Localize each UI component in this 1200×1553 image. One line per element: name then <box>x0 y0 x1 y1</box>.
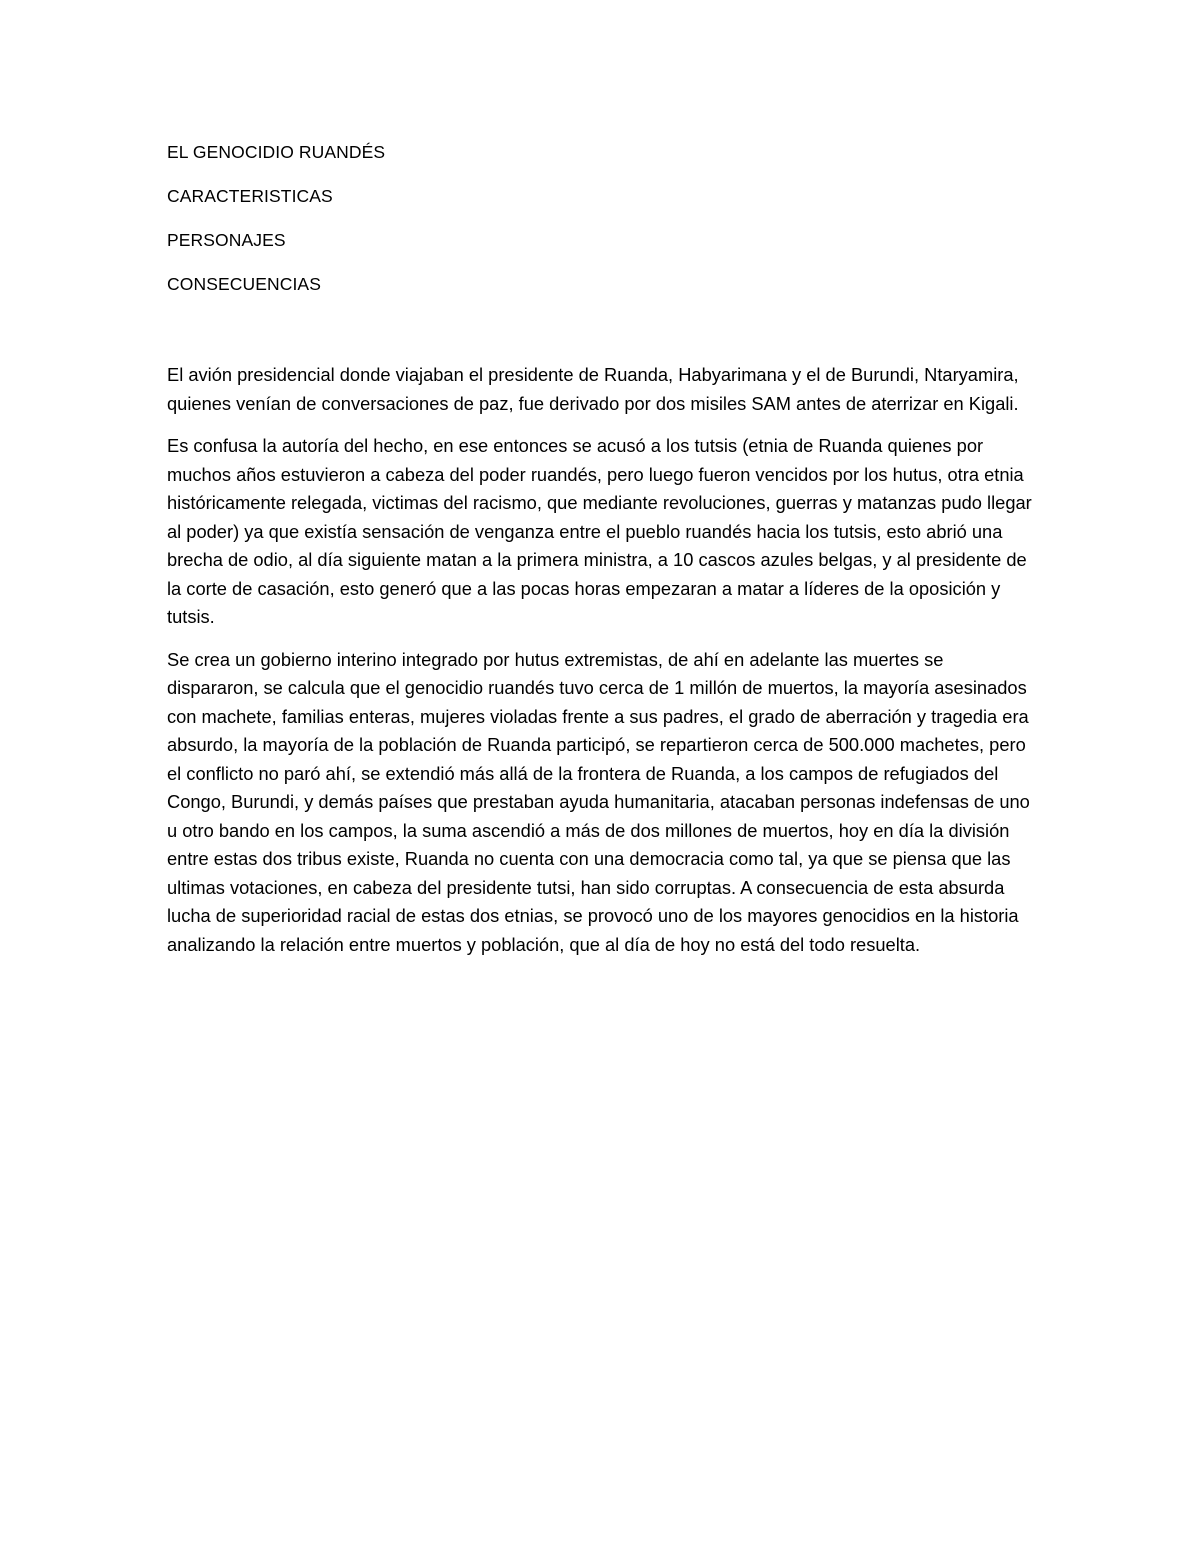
section-spacer <box>167 317 1035 361</box>
heading-consecuencias: CONSECUENCIAS <box>167 274 321 294</box>
paragraph-autoria: Es confusa la autoría del hecho, en ese entonces se acusó a los tutsis (etnia de Ruanda quienes por muchos años estuvieron a cabeza del poder ruandés, pero luego fueron vencidos por los hutus, otra etnia históricamente relegada, victimas del racismo, que mediante revoluciones, guerras y matanzas pudo llegar al poder) ya que existía sensación de venganza entre el pueblo ruandés hacia los tutsis, esto abrió una brecha de odio, al día siguiente matan a la primera ministra, a 10 cascos azules belgas, y al presidente de la corte de casación, esto generó que a las pocas horas empezaran a matar a líderes de la oposición y tutsis. <box>167 435 1032 627</box>
heading-caracteristicas: CARACTERISTICAS <box>167 186 333 206</box>
heading-personajes: PERSONAJES <box>167 230 286 250</box>
paragraph-avion: El avión presidencial donde viajaban el presidente de Ruanda, Habyarimana y el de Burundi, Ntaryamira, quienes venían de conversaciones de paz, fue derivado por dos misiles SAM antes de aterrizar en Kigali. <box>167 364 1019 414</box>
paragraph-gobierno-interino: Se crea un gobierno interino integrado por hutus extremistas, de ahí en adelante las muertes se dispararon, se calcula que el genocidio ruandés tuvo cerca de 1 millón de muertos, la mayoría asesinados con machete, familias enteras, mujeres violadas frente a sus padres, el grado de aberración y tragedia era absurdo, la mayoría de la población de Ruanda participó, se repartieron cerca de 500.000 machetes, pero el conflicto no paró ahí, se extendió más allá de la frontera de Ruanda, a los campos de refugiados del Congo, Burundi, y demás países que prestaban ayuda humanitaria, atacaban personas indefensas de uno u otro bando en los campos, la suma ascendió a más de dos millones de muertos, hoy en día la división entre estas dos tribus existe, Ruanda no cuenta con una democracia como tal, ya que se piensa que las ultimas votaciones, en cabeza del presidente tutsi, han sido corruptas. A consecuencia de esta absurda lucha de superioridad racial de estas dos etnias, se provocó uno de los mayores genocidios en la historia analizando la relación entre muertos y población, que al día de hoy no está del todo resuelta. <box>167 648 1030 955</box>
document-title: EL GENOCIDIO RUANDÉS <box>167 142 386 162</box>
document-body <box>167 141 1035 973</box>
